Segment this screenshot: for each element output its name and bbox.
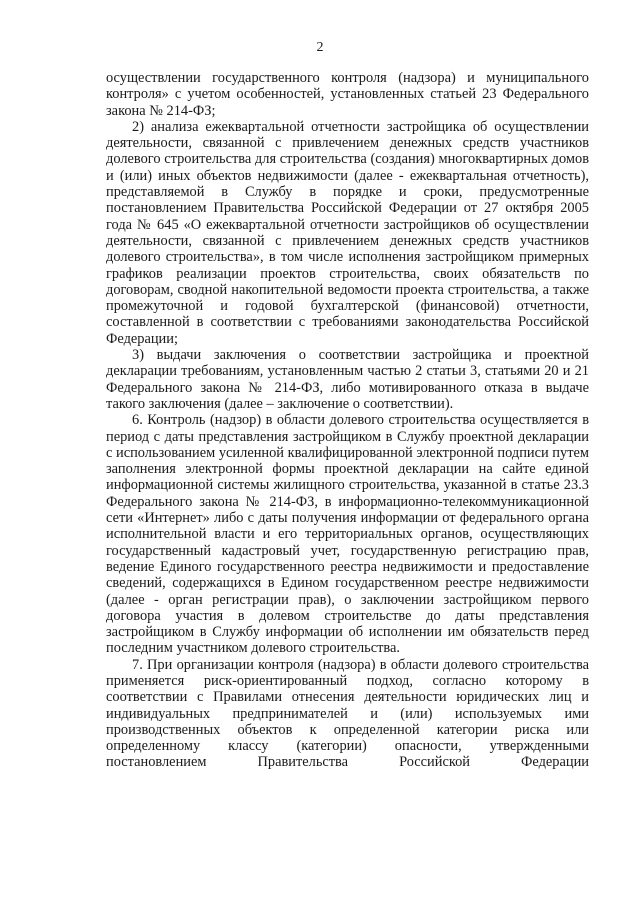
paragraph-item-2: 2) анализа ежеквартальной отчетности застройщика об осуществлении деятельности, связанной с привлечением денежных средств участников долевого строительства для строительства (создания) многоквартирных домов и (или) иных объектов недвижимости (далее - ежеквартальная отчетность), представляемой в Службу в порядке и сроки, предусмотренные постановлением Правительства Российской Федерации от 27 октября 2005 года № 645 «О ежеквартальной отчетности застройщиков об осуществлении деятельности, связанной с привлечением денежных средств участников долевого строительства», в том числе исполнения застройщиком примерных графиков реализации проектов строительства, своих обязательств по договорам, сводной накопительной ведомости проекта строительства, а также промежуточной и годовой бухгалтерской (финансовой) отчетности, составленной в соответствии с требованиями законодательства Российской Федерации;: [106, 118, 589, 347]
paragraph-clause-6: 6. Контроль (надзор) в области долевого строительства осуществляется в период с даты представления застройщиком в Службу проектной декларации с использованием усиленной квалифицированной электронной подписи путем заполнения электронной формы проектной декларации на сайте единой информационной системы жилищного строительства, указанной в статье 23.3 Федерального закона № 214-ФЗ, в информационно-телекоммуникационной сети «Интернет» либо с даты получения информации от федерального органа исполнительной власти и его территориальных органов, осуществляющих государственный кадастровый учет, государственную регистрацию прав, ведение Единого государственного реестра недвижимости и предоставление сведений, содержащихся в Едином государственном реестре недвижимости (далее - орган регистрации прав), о заключении застройщиком первого договора участия в долевом строительстве до даты представления застройщиком в Службу информации об исполнении им обязательств перед последним участником долевого строительства.: [106, 412, 589, 657]
paragraph-continuation: осуществлении государственного контроля (надзора) и муниципального контроля» с учетом особенностей, установленных статьей 23 Федерального закона № 214-ФЗ;: [106, 70, 589, 119]
document-body: [106, 70, 589, 771]
page-number: 2: [316, 40, 324, 55]
paragraph-clause-7: 7. При организации контроля (надзора) в области долевого строительства применяется риск-ориентированный подход, согласно которому в соответствии с Правилами отнесения деятельности юридических лиц и индивидуальных предпринимателей и (или) используемых ими производственных объектов к определенной категории риска или определенному классу (категории) опасности, утвержденными постановлением Правительства Российской Федерации: [106, 656, 589, 771]
paragraph-item-3: 3) выдачи заключения о соответствии застройщика и проектной декларации требованиям, установленным частью 2 статьи 3, статьями 20 и 21 Федерального закона № 214-ФЗ, либо мотивированного отказа в выдаче такого заключения (далее – заключение о соответствии).: [106, 347, 589, 412]
